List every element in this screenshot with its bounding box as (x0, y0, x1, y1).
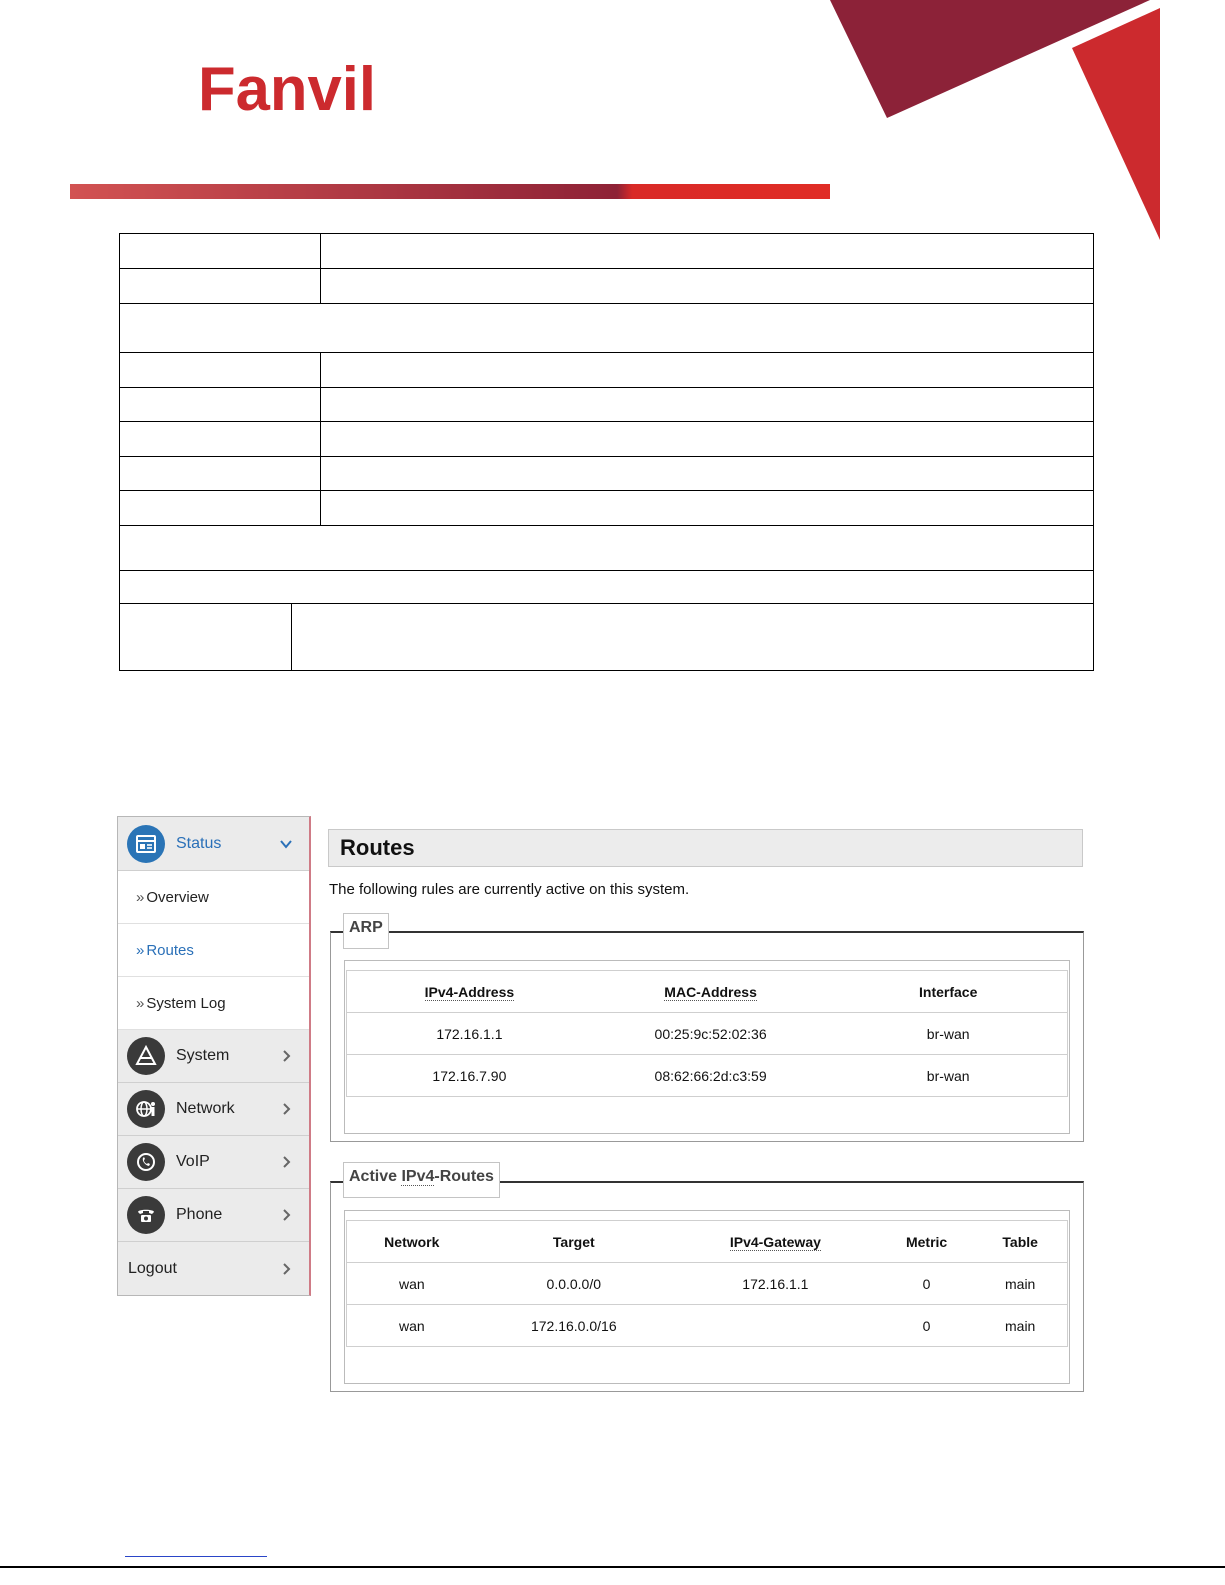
mac-cell: 08:62:66:2d:c3:59 (592, 1055, 830, 1097)
column-header-mac: MAC-Address (664, 983, 757, 1000)
chevron-right-icon (279, 1049, 293, 1063)
page-title: Routes (340, 835, 415, 860)
column-header-interface: Interface (829, 971, 1067, 1013)
sidebar-subitem-label: Overview (146, 888, 209, 906)
chevron-right-icon (279, 1262, 293, 1276)
double-chevron-icon: » (136, 994, 145, 1012)
routes-table-container (344, 1210, 1070, 1384)
fanvil-logo (198, 58, 378, 116)
arp-fieldset (330, 931, 1084, 1142)
sidebar-subitem-routes[interactable] (118, 924, 309, 977)
sidebar-item-label: VoIP (176, 1153, 210, 1170)
ipv4-cell: 172.16.1.1 (347, 1013, 592, 1055)
table-row (347, 1013, 1067, 1055)
logout-button[interactable] (118, 1242, 309, 1295)
routes-legend-suffix: -Routes (434, 1168, 494, 1185)
double-chevron-icon: » (136, 888, 145, 906)
page-title-bar (328, 829, 1083, 867)
table-row (120, 304, 1093, 353)
column-header-metric: Metric (880, 1221, 974, 1263)
arp-table-container (344, 960, 1070, 1134)
sidebar-item-phone[interactable] (118, 1189, 309, 1242)
sidebar-subitem-label: Routes (146, 941, 194, 959)
routes-fieldset (330, 1181, 1084, 1392)
routes-legend (343, 1162, 500, 1198)
sidebar-item-label: Phone (176, 1206, 223, 1223)
table-header-row (347, 1221, 1067, 1263)
target-cell: 172.16.0.0/16 (477, 1305, 671, 1347)
table-row (120, 604, 1093, 670)
table-row (120, 526, 1093, 571)
column-header-gateway: IPv4-Gateway (729, 1233, 821, 1250)
table-row (347, 1305, 1067, 1347)
metric-cell: 0 (880, 1263, 974, 1305)
sidebar-subitem-system-log[interactable] (118, 977, 309, 1030)
mac-cell: 00:25:9c:52:02:36 (592, 1013, 830, 1055)
table-row (120, 422, 1093, 457)
routes-legend-abbr: IPv4 (401, 1168, 435, 1185)
footer-divider (0, 1566, 1225, 1568)
status-icon (127, 825, 165, 863)
network-cell: wan (347, 1263, 477, 1305)
double-chevron-icon: » (136, 941, 145, 959)
column-header-ipv4: IPv4-Address (424, 983, 515, 1000)
metric-cell: 0 (880, 1305, 974, 1347)
sidebar-item-label: Status (176, 834, 222, 852)
logout-label: Logout (128, 1259, 177, 1277)
table-row (120, 388, 1093, 422)
table-header-row (347, 971, 1067, 1013)
network-cell: wan (347, 1305, 477, 1347)
table-row (120, 353, 1093, 388)
sidebar-item-label: System (176, 1047, 230, 1064)
column-header-target: Target (477, 1221, 671, 1263)
routes-table (347, 1221, 1067, 1347)
system-icon (127, 1037, 165, 1075)
interface-cell: br-wan (829, 1013, 1067, 1055)
intro-text: The following rules are currently active on this system. (329, 881, 690, 898)
network-icon (127, 1090, 165, 1128)
header-accent-bar (70, 184, 830, 199)
ipv4-cell: 172.16.7.90 (347, 1055, 592, 1097)
table-cell: main (973, 1305, 1067, 1347)
chevron-right-icon (279, 1155, 293, 1169)
interface-cell: br-wan (829, 1055, 1067, 1097)
table-row (347, 1055, 1067, 1097)
chevron-right-icon (279, 1208, 293, 1222)
table-row (120, 491, 1093, 526)
arp-table (347, 971, 1067, 1097)
sidebar-item-system[interactable] (118, 1030, 309, 1083)
sidebar (117, 816, 311, 1296)
sidebar-subitem-overview[interactable] (118, 871, 309, 924)
column-header-table: Table (973, 1221, 1067, 1263)
sidebar-item-status[interactable] (118, 817, 309, 871)
sidebar-item-label: Network (176, 1100, 235, 1117)
table-row (120, 269, 1093, 304)
corner-decoration (820, 0, 1225, 240)
voip-icon (127, 1143, 165, 1181)
target-cell: 0.0.0.0/0 (477, 1263, 671, 1305)
column-header-network: Network (347, 1221, 477, 1263)
chevron-down-icon (279, 837, 293, 851)
table-row (120, 457, 1093, 491)
table-row (120, 571, 1093, 604)
table-row (347, 1263, 1067, 1305)
chevron-right-icon (279, 1102, 293, 1116)
gateway-cell: 172.16.1.1 (671, 1263, 880, 1305)
reference-table (119, 233, 1094, 671)
footer-link-underline (125, 1556, 267, 1557)
table-cell: main (973, 1263, 1067, 1305)
gateway-cell (671, 1305, 880, 1347)
sidebar-subitem-label: System Log (146, 994, 226, 1012)
routes-legend-prefix: Active (349, 1168, 402, 1185)
phone-icon (127, 1196, 165, 1234)
sidebar-item-network[interactable] (118, 1083, 309, 1136)
svg-text:Fanvil: Fanvil (198, 58, 376, 116)
sidebar-item-voip[interactable] (118, 1136, 309, 1189)
arp-legend: ARP (343, 913, 389, 949)
table-row (120, 234, 1093, 269)
